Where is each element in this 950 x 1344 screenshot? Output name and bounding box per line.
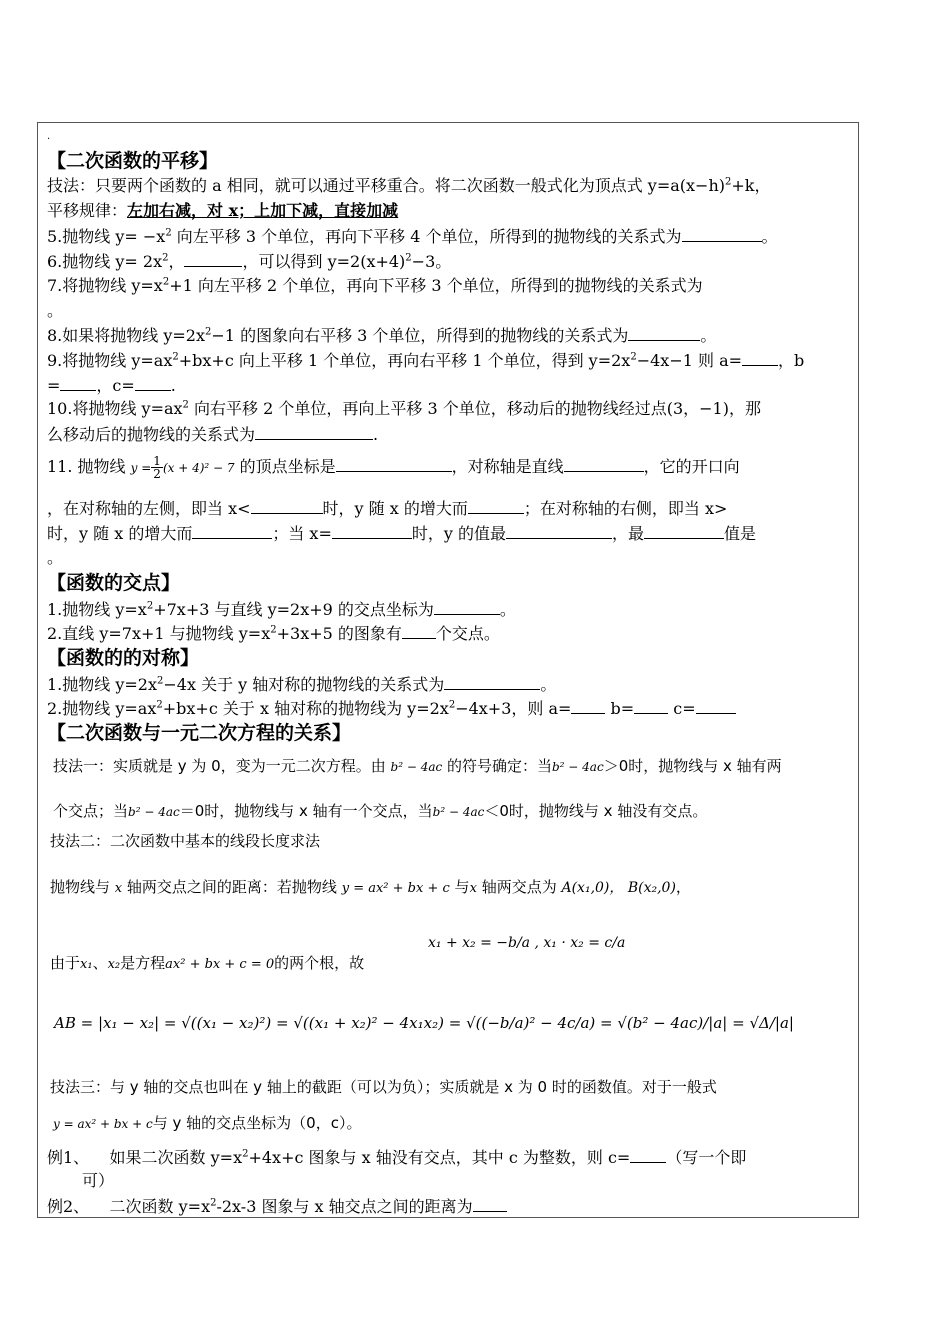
fraction (151, 455, 163, 480)
answer-blank[interactable] (60, 374, 96, 391)
text: ＞0时，抛物线与 x 轴有两 (603, 757, 782, 775)
answer-blank[interactable] (402, 622, 436, 639)
text: +7x+3 与直线 y=2x+9 的交点坐标为 (153, 600, 434, 619)
answer-blank[interactable] (644, 522, 724, 539)
text: = (47, 376, 61, 395)
rule-line (47, 200, 852, 222)
answer-blank[interactable] (506, 522, 612, 539)
text: c= (668, 699, 696, 718)
text: ；在对称轴的右侧，即当 x> (523, 499, 728, 518)
text: ，对称轴是直线 (451, 457, 564, 476)
formula: x₂ (107, 957, 121, 972)
sup: 2 (725, 176, 732, 188)
formula: b² − 4ac (128, 805, 180, 819)
method-2-line-1 (50, 876, 852, 900)
text: 11. 抛物线 (47, 457, 126, 476)
text: 7.将抛物线 y=x (47, 276, 163, 295)
text: 6.抛物线 y= 2x (47, 252, 163, 271)
answer-blank[interactable] (628, 324, 700, 341)
answer-blank[interactable] (630, 1146, 666, 1163)
text: 平移规律： (47, 201, 128, 220)
text: 技法：只要两个函数的 a 相同，就可以通过平移重合。将二次函数一般式化为顶点式 y=a(x−h) (47, 176, 726, 195)
text: 么移动后的抛物线的关系式为 (47, 425, 256, 444)
answer-blank[interactable] (251, 497, 323, 514)
text: 抛物线与 (50, 878, 111, 896)
sup: 2 (156, 699, 163, 711)
question-7-end: 。 (47, 301, 64, 320)
text: 轴两交点之间的距离：若抛物线 (126, 878, 337, 896)
text: ＜0时，抛物线与 x 轴没有交点。 (484, 802, 708, 820)
text: . (170, 376, 176, 395)
vieta-formula: x₁ + x₂ = −b/a , x₁ · x₂ = c/a (428, 935, 626, 951)
formula: y = ax² + bx + c (341, 881, 450, 896)
text: ， (168, 252, 185, 271)
section-title-intersection: 【函数的交点】 (47, 572, 181, 594)
text: ，最 (612, 524, 645, 543)
sup: 2 (162, 252, 169, 264)
text: 5.抛物线 y= −x (47, 227, 166, 246)
text: 。 (700, 326, 717, 345)
text: . (373, 425, 379, 444)
rule-text: 左加右减，对 x；上加下减，直接加减 (127, 201, 399, 220)
sup: 2 (162, 276, 170, 288)
question-9-cont (47, 374, 852, 397)
text: 值是 (724, 524, 757, 543)
question-5 (47, 225, 852, 248)
text: ，它的开口向 (643, 457, 740, 476)
text: 由于 (50, 954, 81, 972)
question-11-cont2 (47, 522, 852, 545)
text: 与 (454, 878, 470, 896)
text: −4x+3，则 a= (455, 699, 572, 718)
text: ， (675, 878, 691, 896)
formula: b² − 4ac (390, 760, 443, 774)
question-8 (47, 324, 852, 347)
answer-blank[interactable] (742, 349, 778, 366)
example-1-cont: 可） (82, 1171, 115, 1190)
answer-blank[interactable] (473, 1195, 507, 1212)
text: ＝0时，抛物线与 x 轴有一个交点，当 (179, 802, 433, 820)
text: 1.抛物线 y=2x (47, 675, 158, 694)
answer-blank[interactable] (682, 225, 762, 242)
question-7 (47, 275, 852, 297)
text: 例1、 (47, 1148, 90, 1167)
sup: 2 (242, 1148, 249, 1160)
sup: 2 (165, 227, 172, 239)
text: 2.直线 y=7x+1 与抛物线 y=x (47, 624, 271, 643)
answer-blank[interactable] (696, 697, 736, 714)
method-3-line-1: 技法三：与 y 轴的交点也叫在 y 轴上的截距（可以为负）；实质就是 x 为 0 时的函数值。对于一般式 (50, 1078, 717, 1096)
s3-question-1 (47, 673, 852, 696)
text: +1 向左平移 2 个单位，再向下平移 3 个单位，所得到的抛物线的关系式为 (169, 276, 703, 295)
formula: b² − 4ac (432, 805, 485, 819)
formula: A(x₁,0)， B(x₂,0) (561, 880, 676, 896)
s2-question-2 (47, 622, 852, 645)
sup: 2 (157, 675, 164, 687)
answer-blank[interactable] (571, 697, 605, 714)
section-title-equation: 【二次函数与一元二次方程的关系】 (47, 722, 352, 744)
text: 如果二次函数 y=x (109, 1148, 243, 1167)
text: +4x+c 图象与 x 轴没有交点，其中 c 为整数，则 c= (248, 1148, 631, 1167)
sup: 2 (172, 351, 179, 363)
text: +bx+c 向上平移 1 个单位，再向右平移 1 个单位，得到 y=2x (178, 351, 631, 370)
text: ，c= (96, 376, 135, 395)
text: 与 y 轴的交点坐标为（0，c）。 (152, 1114, 362, 1132)
text: 轴两交点为 (481, 878, 557, 896)
example-2 (47, 1195, 852, 1218)
question-11-end: 。 (47, 548, 64, 567)
formula: x₁ (80, 957, 93, 972)
text: 2.抛物线 y=ax (47, 699, 157, 718)
text: 二次函数 y=x (109, 1197, 211, 1216)
sup: 2 (405, 252, 412, 264)
method-1-line-1 (53, 755, 852, 778)
sup: 2 (210, 1197, 217, 1209)
sup: 2 (205, 326, 212, 338)
text: −4x−1 则 a= (636, 351, 743, 370)
answer-blank[interactable] (332, 522, 412, 539)
formula: b² − 4ac (552, 760, 604, 774)
section-title-symmetry: 【函数的的对称】 (47, 647, 200, 669)
answer-blank[interactable] (634, 697, 668, 714)
text: 。 (499, 600, 516, 619)
method-1-line-2 (53, 800, 852, 823)
denominator: 2 (153, 467, 161, 481)
text: 技法一：实质就是 y 为 0，变为一元二次方程。由 (53, 757, 386, 775)
text: 9.将抛物线 y=ax (47, 351, 173, 370)
text: 时，y 的值最 (411, 524, 506, 543)
sup: 2 (448, 699, 456, 711)
text: +3x+5 的图象有 (276, 624, 402, 643)
method-3-line-2 (53, 1112, 852, 1135)
s3-question-2 (47, 697, 852, 720)
sup: 2 (270, 624, 277, 636)
question-11-cont (47, 497, 852, 520)
text: 向右平移 2 个单位，再向上平移 3 个单位，移动后的抛物线经过点(3，−1)，那 (188, 399, 761, 418)
text: 。 (540, 675, 557, 694)
text: 向左平移 3 个单位，再向下平移 4 个单位，所得到的抛物线的关系式为 (171, 227, 682, 246)
answer-blank[interactable] (444, 673, 540, 690)
text: -2x-3 图象与 x 轴交点之间的距离为 (216, 1197, 473, 1216)
text: 是方程 (120, 954, 166, 972)
formula: (x + 4)² − 7 (162, 461, 235, 475)
stray-dot: . (47, 131, 51, 142)
method-2-title: 技法二：二次函数中基本的线段长度求法 (50, 832, 321, 850)
text: 10.将抛物线 y=ax (47, 399, 183, 418)
numerator: 1 (153, 454, 161, 468)
answer-blank[interactable] (255, 423, 373, 440)
text: （写一个即 (666, 1148, 747, 1167)
formula: y = ax² + bx + c (53, 1117, 153, 1131)
formula: y = (130, 461, 152, 475)
text: 、 (92, 954, 108, 972)
text: −4x 关于 y 轴对称的抛物线的关系式为 (163, 675, 445, 694)
text: 个交点；当 (53, 802, 129, 820)
s2-question-1 (47, 598, 852, 621)
text: 例2、 (47, 1197, 90, 1216)
text: ，可以得到 y=2(x+4) (242, 252, 406, 271)
example-1 (47, 1146, 852, 1169)
question-11 (47, 455, 852, 480)
text: 的两个根，故 (274, 954, 365, 972)
text: b= (605, 699, 635, 718)
text: ；当 x= (272, 524, 332, 543)
text: 时，y 随 x 的增大而 (322, 499, 468, 518)
text: −3。 (411, 252, 452, 271)
formula: x (114, 881, 123, 896)
answer-blank[interactable] (192, 522, 272, 539)
text: +k， (731, 176, 771, 195)
text: 的顶点坐标是 (239, 457, 336, 476)
text: ，b (778, 351, 805, 370)
formula: ax² + bx + c = 0 (165, 957, 275, 972)
section-title-translation: 【二次函数的平移】 (47, 150, 219, 172)
question-10-cont (47, 423, 852, 446)
sup: 2 (182, 399, 189, 411)
text: +bx+c 关于 x 轴对称的抛物线为 y=2x (162, 699, 449, 718)
question-6 (47, 250, 852, 273)
text: 时，y 随 x 的增大而 (47, 524, 193, 543)
answer-blank[interactable] (564, 455, 644, 472)
answer-blank[interactable] (434, 598, 500, 615)
text: 8.如果将抛物线 y=2x (47, 326, 206, 345)
text: ，在对称轴的左侧，即当 x< (47, 499, 251, 518)
text: 。 (761, 227, 778, 246)
answer-blank[interactable] (468, 497, 524, 514)
answer-blank[interactable] (135, 374, 171, 391)
question-10 (47, 398, 852, 420)
question-9 (47, 349, 852, 372)
answer-blank[interactable] (336, 455, 452, 472)
tip-line (47, 175, 852, 197)
distance-formula: AB = |x₁ − x₂| = √((x₁ − x₂)²) = √((x₁ + x₂)² − 4x₁x₂) = √((−b/a)² − 4c/a) = √(b² − 4ac)/|a| = √Δ/|a| (54, 1014, 794, 1032)
method-2-line-2 (50, 952, 852, 976)
text: −1 的图象向右平移 3 个单位，所得到的抛物线的关系式为 (211, 326, 629, 345)
sup: 2 (146, 600, 154, 612)
sup: 2 (630, 351, 637, 363)
text: 的符号确定：当 (446, 757, 552, 775)
text: 1.抛物线 y=x (47, 600, 147, 619)
text: 个交点。 (435, 624, 500, 643)
formula: x (469, 881, 477, 896)
answer-blank[interactable] (184, 250, 242, 267)
